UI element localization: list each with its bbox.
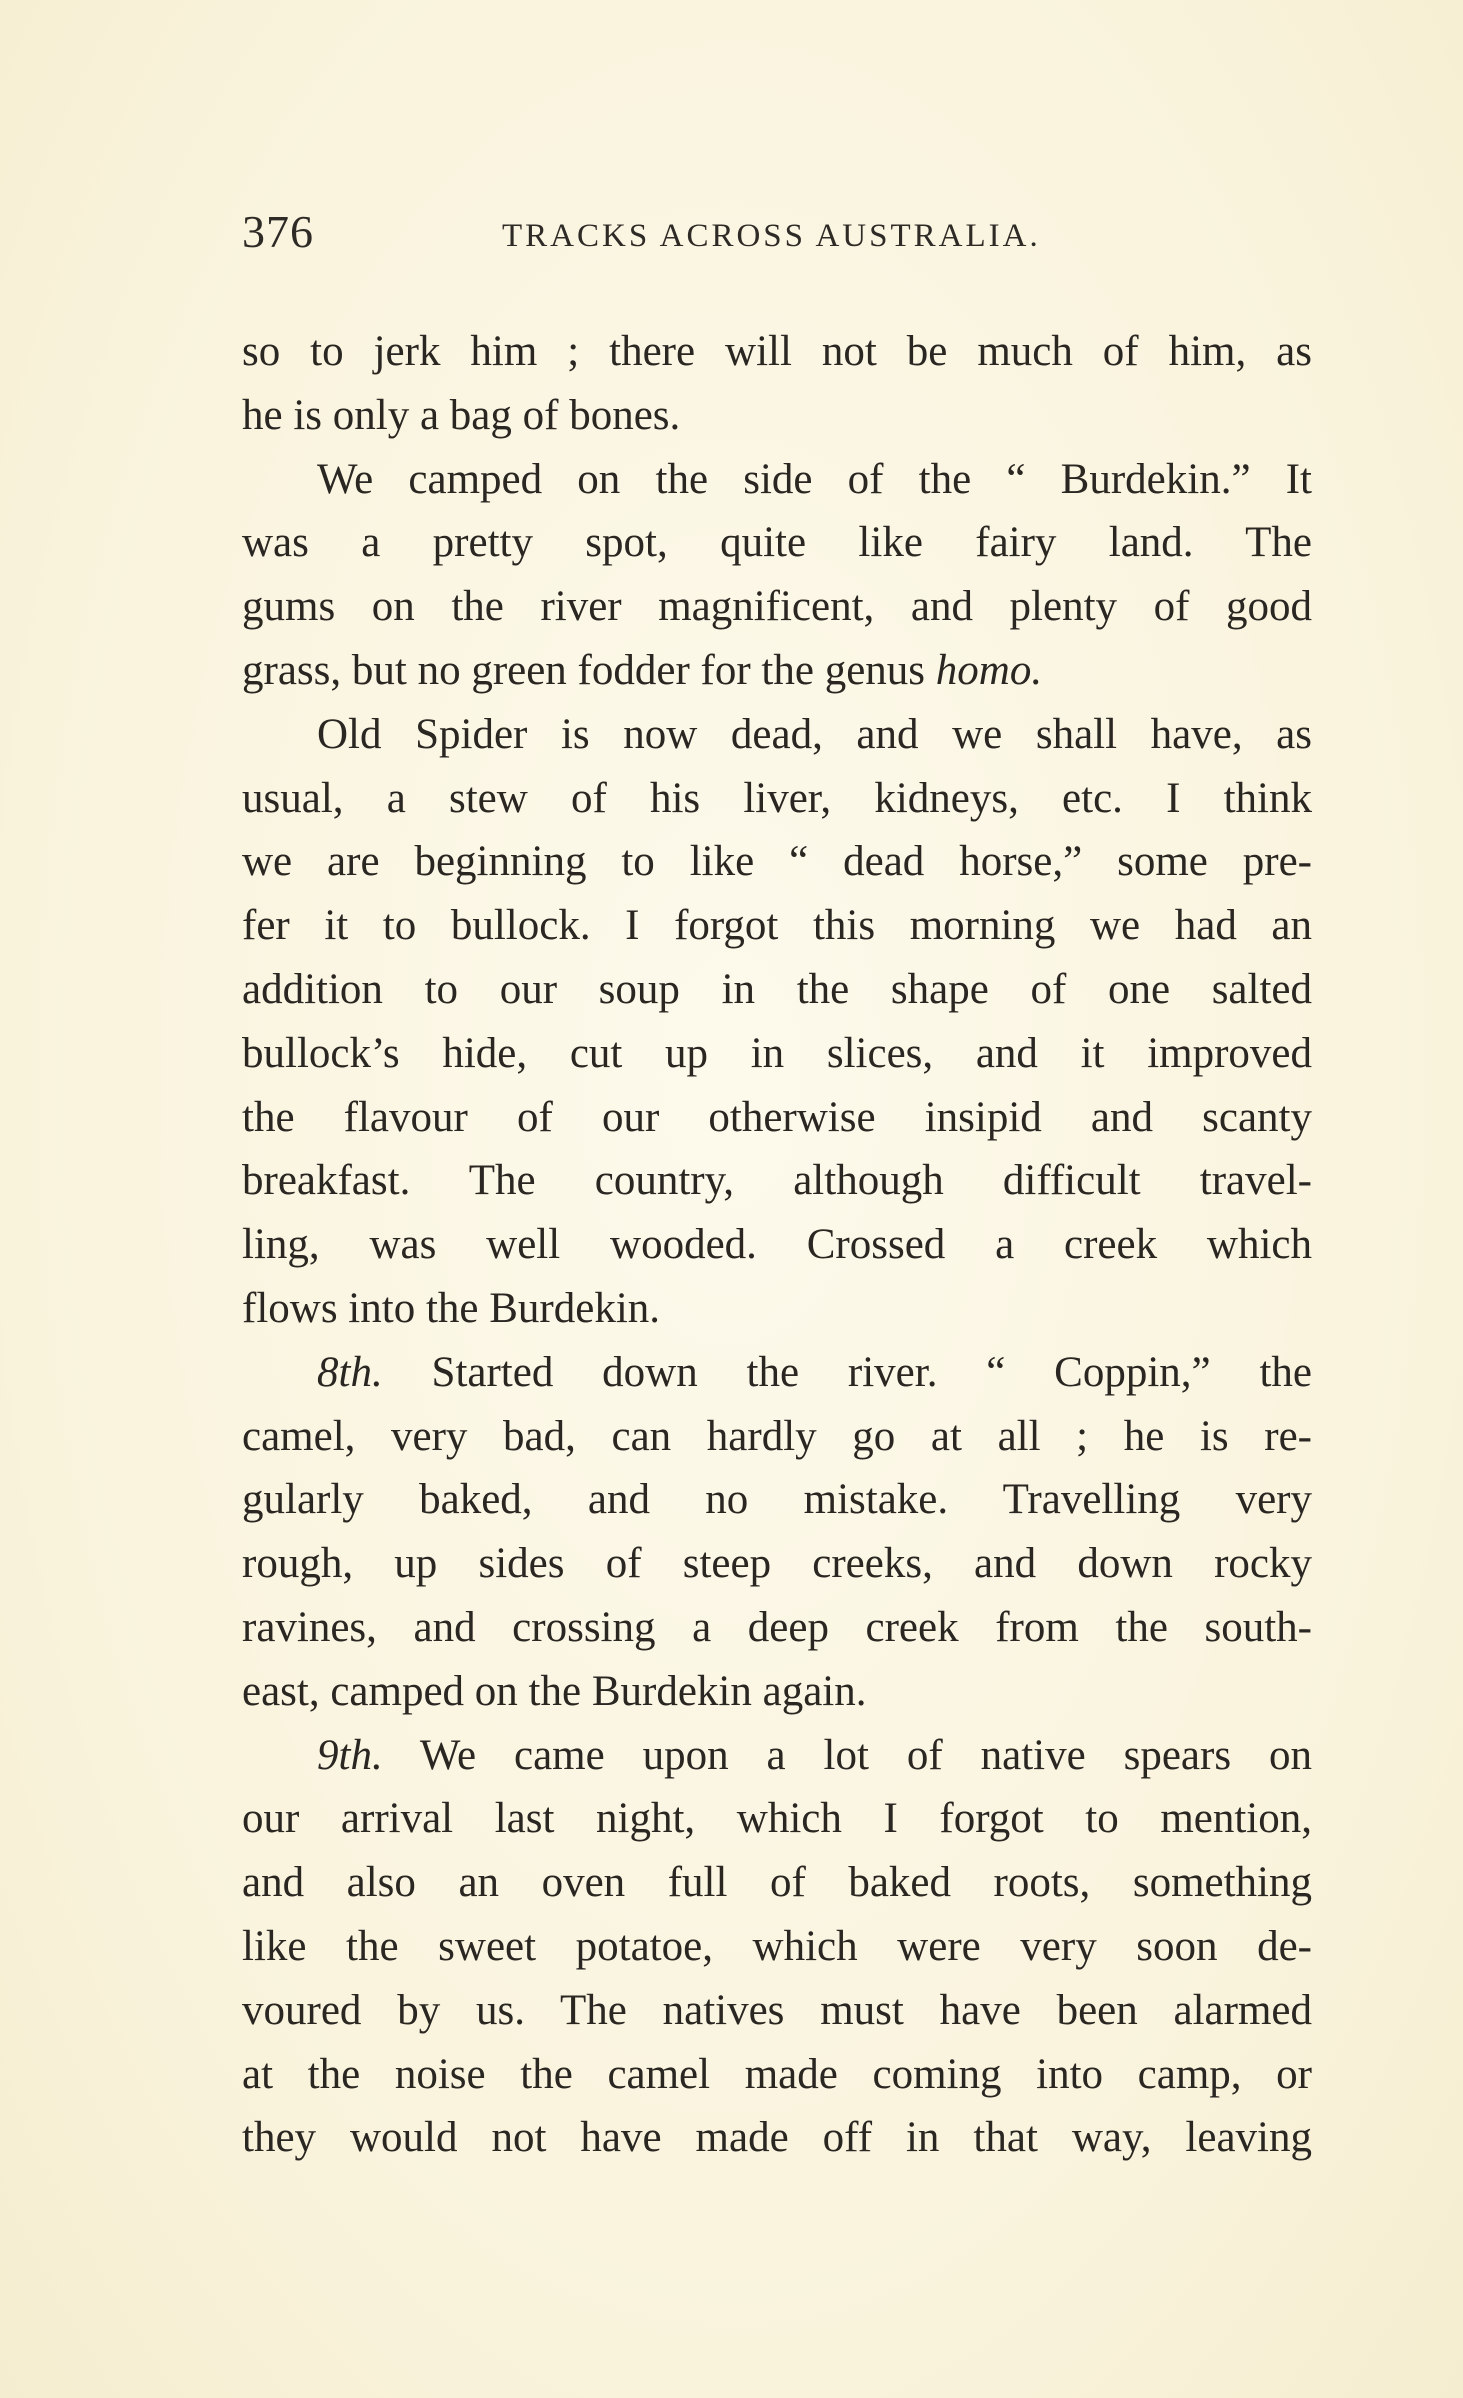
text-line: rough, up sides of steep creeks, and down rocky — [242, 1540, 1312, 1588]
text-line: breakfast. The country, although difficult travel- — [242, 1157, 1312, 1205]
text-line: ravines, and crossing a deep creek from the south- — [242, 1603, 1312, 1651]
text-line: at the noise the camel made coming into camp, or — [242, 2050, 1312, 2098]
running-head: TRACKS ACROSS AUSTRALIA. — [502, 218, 1041, 254]
page-header — [242, 205, 1042, 265]
page-number: 376 — [242, 206, 314, 257]
text-segment: grass, but no green fodder for the genus — [242, 646, 936, 694]
text-line: gums on the river magnificent, and plenty of good — [242, 583, 1312, 631]
italic-term: homo. — [935, 646, 1043, 694]
body-text — [242, 320, 1312, 2170]
text-line — [242, 639, 1312, 703]
text-line: camel, very bad, can hardly go at all ; he is re- — [242, 1412, 1312, 1460]
text-line: fer it to bullock. I forgot this morning we had an — [242, 902, 1312, 950]
text-line: was a pretty spot, quite like fairy land. The — [242, 519, 1312, 567]
text-line: our arrival last night, which I forgot to mention, — [242, 1795, 1312, 1843]
text-line: bullock’s hide, cut up in slices, and it improved — [242, 1029, 1312, 1077]
text-line: addition to our soup in the shape of one salted — [242, 965, 1312, 1013]
text-line: like the sweet potatoe, which were very soon de- — [242, 1922, 1312, 1970]
text-line: they would not have made off in that way, leaving — [242, 2114, 1312, 2162]
text-segment: We came upon a lot of native spears on — [382, 1731, 1312, 1779]
text-line — [242, 1341, 1312, 1405]
text-segment: Started down the river. “ Coppin,” the — [382, 1348, 1312, 1396]
text-line: ling, was well wooded. Crossed a creek which — [242, 1221, 1312, 1269]
text-line: he is only a bag of bones. — [242, 391, 681, 439]
text-line: east, camped on the Burdekin again. — [242, 1667, 867, 1715]
date-label: 9th. — [317, 1731, 383, 1779]
text-line: flows into the Burdekin. — [242, 1284, 661, 1332]
text-line — [242, 1724, 1312, 1788]
text-line: and also an oven full of baked roots, something — [242, 1859, 1312, 1907]
text-line: usual, a stew of his liver, kidneys, etc. I think — [242, 774, 1312, 822]
text-line: so to jerk him ; there will not be much of him, as — [242, 328, 1312, 375]
text-line: gularly baked, and no mistake. Travelling very — [242, 1476, 1312, 1524]
text-line: Old Spider is now dead, and we shall have, as — [317, 710, 1312, 758]
text-line: the flavour of our otherwise insipid and scanty — [242, 1093, 1312, 1141]
text-line: voured by us. The natives must have been alarmed — [242, 1986, 1312, 2034]
text-line: we are beginning to like “ dead horse,” some pre- — [242, 838, 1312, 886]
date-label: 8th. — [317, 1348, 383, 1396]
text-line: We camped on the side of the “ Burdekin.” It — [317, 455, 1312, 503]
